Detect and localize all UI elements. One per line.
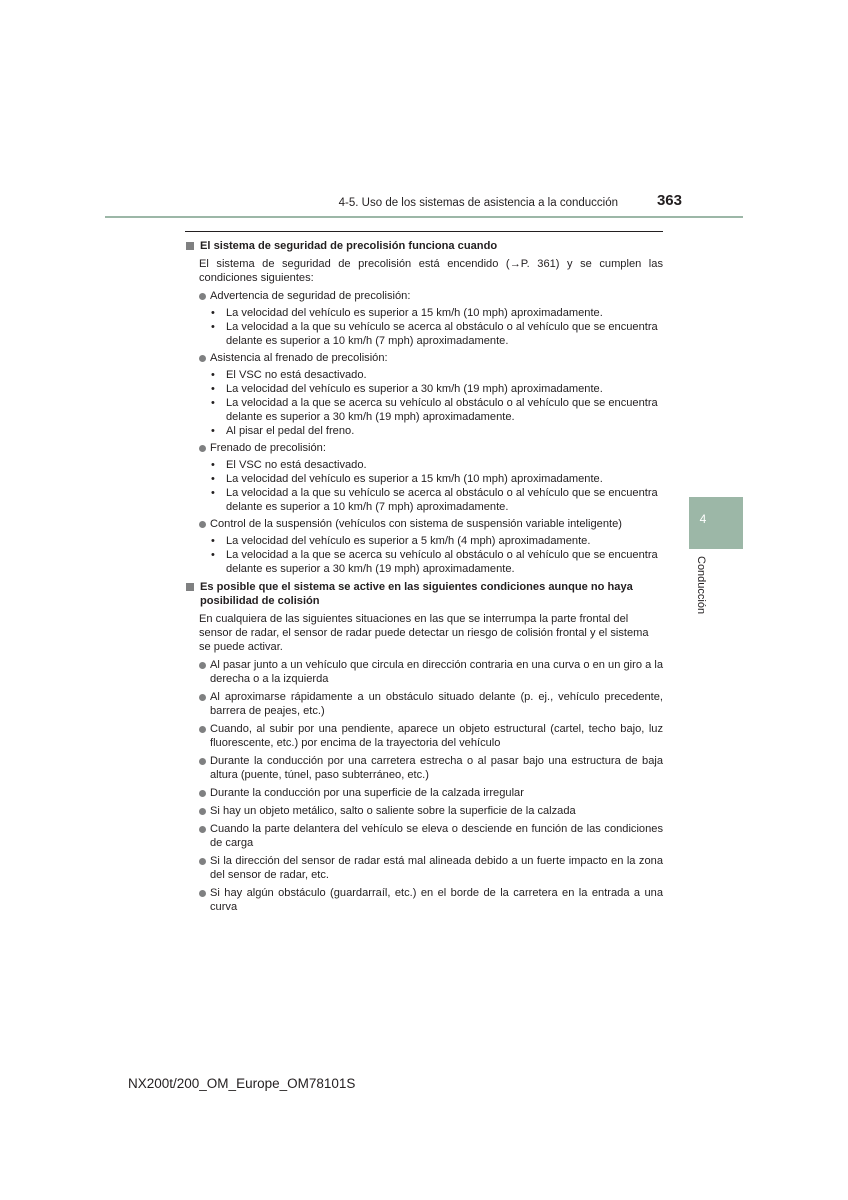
section-heading	[185, 239, 663, 253]
circle-bullet-icon	[199, 826, 206, 833]
list-item-text: El VSC no está desactivado.	[226, 369, 367, 381]
condition-group	[199, 441, 663, 455]
list-item-text: Durante la conducción por una superficie de la calzada irregular	[210, 787, 524, 799]
list-item-text: La velocidad del vehículo es superior a 15 km/h (10 mph) aproximadamente.	[226, 307, 603, 319]
circle-bullet-icon	[199, 790, 206, 797]
list-item	[210, 486, 663, 514]
running-header: 4-5. Uso de los sistemas de asistencia a la conducción	[338, 197, 618, 209]
condition-group	[199, 351, 663, 365]
circle-bullet-icon	[199, 662, 206, 669]
list-item	[210, 396, 663, 424]
circle-bullet-icon	[199, 726, 206, 733]
section-heading	[185, 580, 663, 608]
circle-bullet-icon	[199, 858, 206, 865]
list-item	[210, 424, 663, 438]
content-rule	[185, 231, 663, 232]
condition-group-label: Frenado de precolisión:	[210, 442, 326, 454]
list-item-text: La velocidad del vehículo es superior a 5 km/h (4 mph) aproximadamente.	[226, 535, 591, 547]
chapter-number: 4	[699, 512, 707, 526]
list-item	[210, 548, 663, 576]
page-content	[185, 239, 663, 914]
list-item-text: Durante la conducción por una carretera estrecha o al pasar bajo una estructura de baja altura (puente, túnel, paso subterráneo, etc.)	[210, 755, 663, 781]
list-item-text: Al pisar el pedal del freno.	[226, 425, 355, 437]
condition-list	[199, 534, 663, 576]
list-item-text: Si la dirección del sensor de radar está mal alineada debido a un fuerte impacto en la zona del sensor de radar, etc.	[210, 855, 663, 881]
bullet-dot-icon: •	[211, 425, 215, 437]
document-code: NX200t/200_OM_Europe_OM78101S	[128, 1076, 356, 1091]
section-intro: El sistema de seguridad de precolisión está encendido (→P. 361) y se cumplen las condiciones siguientes:	[199, 258, 663, 284]
circle-bullet-icon	[199, 521, 206, 528]
list-item	[199, 804, 663, 818]
bullet-dot-icon: •	[211, 535, 215, 547]
section-intro: En cualquiera de las siguientes situaciones en las que se interrumpa la parte frontal del sensor de radar, el sensor de radar puede detectar un riesgo de colisión frontal y el sistema se puede activar.	[199, 613, 649, 653]
bullet-dot-icon: •	[211, 549, 215, 561]
section-precollision-conditions	[185, 239, 663, 576]
list-item	[210, 534, 663, 548]
bullet-dot-icon: •	[211, 397, 215, 409]
condition-list	[199, 368, 663, 438]
list-item-text: Cuando, al subir por una pendiente, aparece un objeto estructural (cartel, techo bajo, luz fluorescente, etc.) por encima de la trayectoria del vehículo	[210, 723, 663, 749]
bullet-dot-icon: •	[211, 307, 215, 319]
bullet-dot-icon: •	[211, 369, 215, 381]
list-item-text: El VSC no está desactivado.	[226, 459, 367, 471]
list-item	[210, 458, 663, 472]
circle-bullet-icon	[199, 758, 206, 765]
section-title: El sistema de seguridad de precolisión funciona cuando	[200, 240, 498, 252]
chapter-label	[694, 556, 708, 626]
circle-bullet-icon	[199, 890, 206, 897]
condition-group	[199, 517, 663, 531]
chapter-label-text: Conducción	[695, 556, 707, 615]
list-item	[199, 690, 663, 718]
list-item-text: Al pasar junto a un vehículo que circula en dirección contraria en una curva o en un giro a la derecha o a la izquierda	[210, 659, 663, 685]
condition-list	[199, 458, 663, 514]
list-item-text: La velocidad a la que se acerca su vehículo al obstáculo o al vehículo que se encuentra delante es superior a 30 km/h (19 mph) aproximadamente.	[226, 549, 658, 575]
condition-group	[199, 289, 663, 303]
section-body	[185, 257, 663, 576]
list-item	[199, 822, 663, 850]
bullet-dot-icon: •	[211, 321, 215, 333]
list-item-text: La velocidad a la que su vehículo se acerca al obstáculo o al vehículo que se encuentra delante es superior a 10 km/h (7 mph) aproximadamente.	[226, 321, 658, 347]
condition-group-label: Advertencia de seguridad de precolisión:	[210, 290, 411, 302]
list-item-text: La velocidad del vehículo es superior a 15 km/h (10 mph) aproximadamente.	[226, 473, 603, 485]
list-item-text: La velocidad a la que su vehículo se acerca al obstáculo o al vehículo que se encuentra delante es superior a 10 km/h (7 mph) aproximadamente.	[226, 487, 658, 513]
list-item-text: La velocidad del vehículo es superior a 30 km/h (19 mph) aproximadamente.	[226, 383, 603, 395]
list-item	[199, 786, 663, 800]
page-number: 363	[656, 192, 682, 209]
circle-bullet-icon	[199, 694, 206, 701]
circle-bullet-icon	[199, 293, 206, 300]
list-item-text: Cuando la parte delantera del vehículo se eleva o desciende en función de las condiciones de carga	[210, 823, 663, 849]
section-title: Es posible que el sistema se active en las siguientes condiciones aunque no haya posibilidad de colisión	[200, 581, 633, 607]
circle-bullet-icon	[199, 808, 206, 815]
list-item	[199, 722, 663, 750]
bullet-dot-icon: •	[211, 473, 215, 485]
list-item-text: Si hay algún obstáculo (guardarraíl, etc.) en el borde de la carretera en la entrada a una curva	[210, 887, 663, 913]
bullet-dot-icon: •	[211, 383, 215, 395]
square-bullet-icon	[186, 242, 194, 250]
list-item	[210, 382, 663, 396]
bullet-dot-icon: •	[211, 459, 215, 471]
condition-list	[199, 306, 663, 348]
section-false-activation	[185, 580, 663, 914]
list-item	[199, 658, 663, 686]
condition-group-label: Control de la suspensión (vehículos con sistema de suspensión variable inteligente)	[210, 518, 622, 530]
list-item	[199, 886, 663, 914]
condition-group-label: Asistencia al frenado de precolisión:	[210, 352, 388, 364]
header-rule	[105, 216, 743, 218]
list-item-text: La velocidad a la que se acerca su vehículo al obstáculo o al vehículo que se encuentra delante es superior a 30 km/h (19 mph) aproximadamente.	[226, 397, 658, 423]
circle-bullet-icon	[199, 445, 206, 452]
list-item	[210, 368, 663, 382]
list-item-text: Al aproximarse rápidamente a un obstáculo situado delante (p. ej., vehículo precedente, barrera de peajes, etc.)	[210, 691, 663, 717]
list-item	[210, 306, 663, 320]
list-item	[199, 754, 663, 782]
bullet-dot-icon: •	[211, 487, 215, 499]
square-bullet-icon	[186, 583, 194, 591]
list-item	[199, 854, 663, 882]
list-item-text: Si hay un objeto metálico, salto o saliente sobre la superficie de la calzada	[210, 805, 576, 817]
list-item	[210, 320, 663, 348]
section-body	[185, 612, 663, 914]
circle-bullet-icon	[199, 355, 206, 362]
list-item	[210, 472, 663, 486]
